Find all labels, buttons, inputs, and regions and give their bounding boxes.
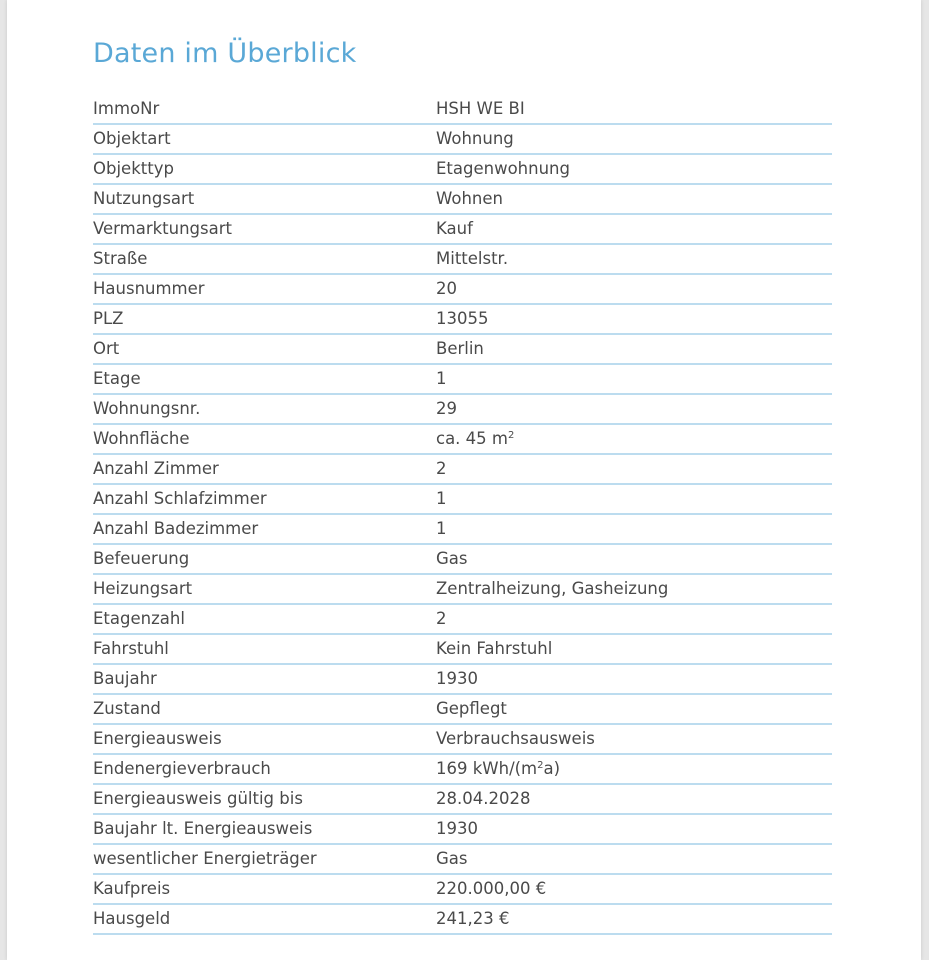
row-value: [436, 99, 525, 118]
row-value-text: Gas: [436, 549, 468, 568]
table-row: [93, 635, 832, 665]
row-value: [436, 219, 473, 238]
table-row: [93, 485, 832, 515]
row-label: Objekttyp: [93, 159, 174, 178]
row-label: Objektart: [93, 129, 171, 148]
row-label: Zustand: [93, 699, 161, 718]
row-value-text: Etagenwohnung: [436, 159, 570, 178]
table-row: [93, 845, 832, 875]
row-value: [436, 279, 457, 298]
row-label: Etagenzahl: [93, 609, 185, 628]
row-value-text: 29: [436, 399, 457, 418]
table-row: [93, 815, 832, 845]
table-row: [93, 665, 832, 695]
row-value: [436, 789, 530, 808]
row-value-text: 2: [436, 459, 447, 478]
row-value: [436, 819, 478, 838]
data-table: [93, 95, 832, 935]
row-value-text: HSH WE BI: [436, 99, 525, 118]
row-label: ImmoNr: [93, 99, 160, 118]
row-value: [436, 339, 484, 358]
table-row: [93, 605, 832, 635]
row-value: [436, 129, 514, 148]
row-value-text: 1: [436, 519, 447, 538]
row-value: [436, 459, 447, 478]
table-row: [93, 545, 832, 575]
row-label: Baujahr: [93, 669, 157, 688]
table-row: [93, 575, 832, 605]
row-value-text: Wohnung: [436, 129, 514, 148]
table-row: [93, 185, 832, 215]
table-row: [93, 695, 832, 725]
table-row: [93, 365, 832, 395]
table-row: [93, 755, 832, 785]
row-value: [436, 189, 503, 208]
row-value-text: ca. 45 m: [436, 429, 508, 448]
row-label: Energieausweis: [93, 729, 222, 748]
row-value-text: Verbrauchsausweis: [436, 729, 595, 748]
row-value: [436, 609, 447, 628]
row-value: [436, 729, 595, 748]
row-label: Energieausweis gültig bis: [93, 789, 303, 808]
row-value: [436, 549, 468, 568]
table-row: [93, 125, 832, 155]
row-value: [436, 519, 447, 538]
table-row: [93, 515, 832, 545]
document-page: [7, 0, 921, 960]
row-label: Baujahr lt. Energieausweis: [93, 819, 313, 838]
row-value-text: 28.04.2028: [436, 789, 531, 808]
row-value: [436, 369, 447, 388]
row-label: Vermarktungsart: [93, 219, 232, 238]
row-value: [436, 249, 508, 268]
row-value-text: Gepflegt: [436, 699, 507, 718]
table-row: [93, 905, 832, 935]
row-value-text: 169 kWh/(m: [436, 759, 538, 778]
row-value-text: 20: [436, 279, 457, 298]
table-row: [93, 785, 832, 815]
row-value-text: Gas: [436, 849, 468, 868]
row-label: Straße: [93, 249, 148, 268]
row-label: Befeuerung: [93, 549, 190, 568]
row-value-text: 241,23 €: [436, 909, 510, 928]
row-value-text: Kauf: [436, 219, 473, 238]
table-row: [93, 455, 832, 485]
row-value-text: 1930: [436, 669, 478, 688]
table-row: [93, 95, 832, 125]
row-value-text: 1: [436, 489, 447, 508]
row-value-text: 2: [436, 609, 447, 628]
row-value: [436, 669, 478, 688]
row-value: [436, 699, 507, 718]
row-value: [436, 639, 552, 658]
row-label: Anzahl Zimmer: [93, 459, 219, 478]
row-label: Fahrstuhl: [93, 639, 169, 658]
row-label: Nutzungsart: [93, 189, 195, 208]
row-value-suffix: a): [543, 759, 561, 778]
row-label: Hausnummer: [93, 279, 205, 298]
row-value-text: 13055: [436, 309, 489, 328]
row-label: Ort: [93, 339, 120, 358]
row-value: [436, 159, 570, 178]
row-value-superscript: 2: [508, 430, 515, 441]
table-row: [93, 425, 832, 455]
row-label: Etage: [93, 369, 141, 388]
table-row: [93, 215, 832, 245]
table-row: [93, 305, 832, 335]
row-label: wesentlicher Energieträger: [93, 849, 317, 868]
row-value-text: Berlin: [436, 339, 484, 358]
row-value: [436, 909, 509, 928]
table-row: [93, 155, 832, 185]
row-value-superscript: 2: [537, 760, 544, 771]
row-label: PLZ: [93, 309, 124, 328]
table-row: [93, 245, 832, 275]
row-value-text: Zentralheizung, Gasheizung: [436, 579, 669, 598]
row-label: Heizungsart: [93, 579, 193, 598]
row-label: Kaufpreis: [93, 879, 171, 898]
row-value-text: Kein Fahrstuhl: [436, 639, 553, 658]
row-value: [436, 849, 468, 868]
row-label: Anzahl Badezimmer: [93, 519, 259, 538]
row-value-text: Mittelstr.: [436, 249, 509, 268]
row-label: Hausgeld: [93, 909, 171, 928]
row-label: Anzahl Schlafzimmer: [93, 489, 267, 508]
row-value: [436, 309, 489, 328]
row-value: [436, 489, 447, 508]
row-value: [436, 429, 514, 448]
page-title: Daten im Überblick: [93, 38, 357, 69]
table-row: [93, 335, 832, 365]
row-value: [436, 399, 457, 418]
row-label: Endenergieverbrauch: [93, 759, 271, 778]
table-row: [93, 395, 832, 425]
row-label: Wohnfläche: [93, 429, 190, 448]
table-row: [93, 725, 832, 755]
row-value: [436, 759, 560, 778]
row-value-text: Wohnen: [436, 189, 503, 208]
row-value: [436, 579, 668, 598]
row-value: [436, 879, 546, 898]
row-value-text: 1: [436, 369, 447, 388]
row-label: Wohnungsnr.: [93, 399, 201, 418]
table-row: [93, 875, 832, 905]
row-value-text: 1930: [436, 819, 478, 838]
table-row: [93, 275, 832, 305]
row-value-text: 220.000,00 €: [436, 879, 547, 898]
